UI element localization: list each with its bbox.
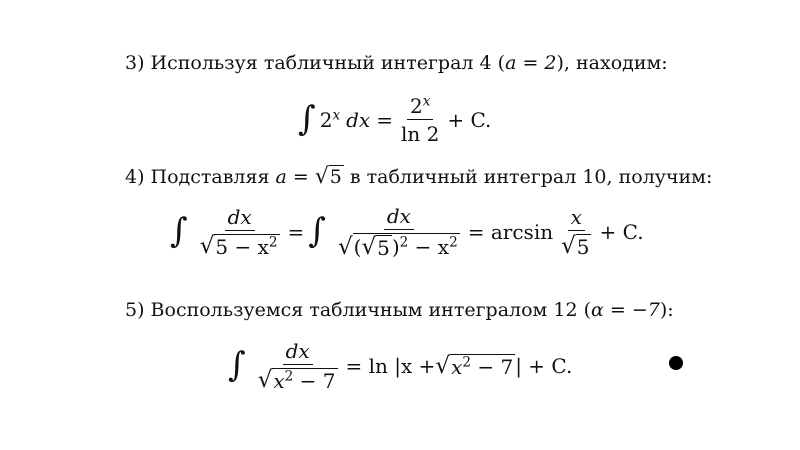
integral-sign: ∫ xyxy=(170,211,188,251)
fraction-1 xyxy=(197,206,283,258)
item-4-param: a xyxy=(275,166,287,189)
integrand: 2$^x$ xyxy=(319,107,341,132)
item-5-suffix: ): xyxy=(659,299,674,321)
ln-term: = ln |x + xyxy=(345,354,436,378)
fraction-2-numerator: dx xyxy=(384,205,414,230)
integral-sign: ∫ xyxy=(308,211,326,251)
integral-sign: ∫ xyxy=(228,345,246,385)
fraction-3-numerator: x xyxy=(568,206,585,231)
item-5-prefix: 5) Воспользуемся табличным интегралом 12 ( xyxy=(125,299,591,321)
bullet-dot xyxy=(669,356,683,370)
fraction-2-denominator: √ ( √ 5 )$^2 - x^2$ xyxy=(338,234,458,260)
fraction-1-denominator: √ $5 - x^2$ xyxy=(199,233,278,259)
formula-3 xyxy=(298,95,491,145)
constant-term: + C. xyxy=(447,108,492,132)
fraction-2 xyxy=(335,205,463,259)
item-5-text xyxy=(125,299,674,321)
item-4-text: 4) Подставляя a = √ 5 в табличный интеграл 10, получим: xyxy=(125,164,713,190)
fraction-numerator: dx xyxy=(283,340,313,365)
fraction-3 xyxy=(558,206,594,258)
item-3-param: a = 2 xyxy=(505,52,557,74)
sqrt-term: √ $x^2 - 7$ xyxy=(435,353,514,379)
item-3-text xyxy=(125,52,668,74)
item-3-prefix: 3) Используя табличный интеграл 4 ( xyxy=(125,52,506,74)
item-4-suffix: в табличный интеграл 10, получим: xyxy=(343,166,713,189)
equals-sign: = xyxy=(287,220,305,244)
fraction-1-numerator: dx xyxy=(225,206,255,231)
integral-sign: ∫ xyxy=(298,99,316,139)
equals-sign: = xyxy=(376,108,393,132)
sqrt-symbol: √ 5 xyxy=(314,164,342,190)
fraction-denominator: ln 2 xyxy=(400,122,440,146)
fraction-denominator: √ $x^2 - 7$ xyxy=(257,367,336,393)
fraction xyxy=(398,95,442,145)
arcsin-term: = arcsin xyxy=(467,220,554,244)
constant-term: | + C. xyxy=(515,354,573,378)
formula-5 xyxy=(228,340,572,392)
fraction-3-denominator: √ 5 xyxy=(561,233,590,259)
differential: dx xyxy=(346,108,371,132)
item-4-prefix: 4) Подставляя xyxy=(125,166,276,189)
formula-4 xyxy=(170,205,644,259)
fraction xyxy=(255,340,341,392)
item-5-param: α = −7 xyxy=(591,299,660,321)
constant-term: + C. xyxy=(599,220,644,244)
fraction-numerator: 2$^x$ xyxy=(407,95,433,120)
item-3-suffix: ), находим: xyxy=(556,52,668,74)
